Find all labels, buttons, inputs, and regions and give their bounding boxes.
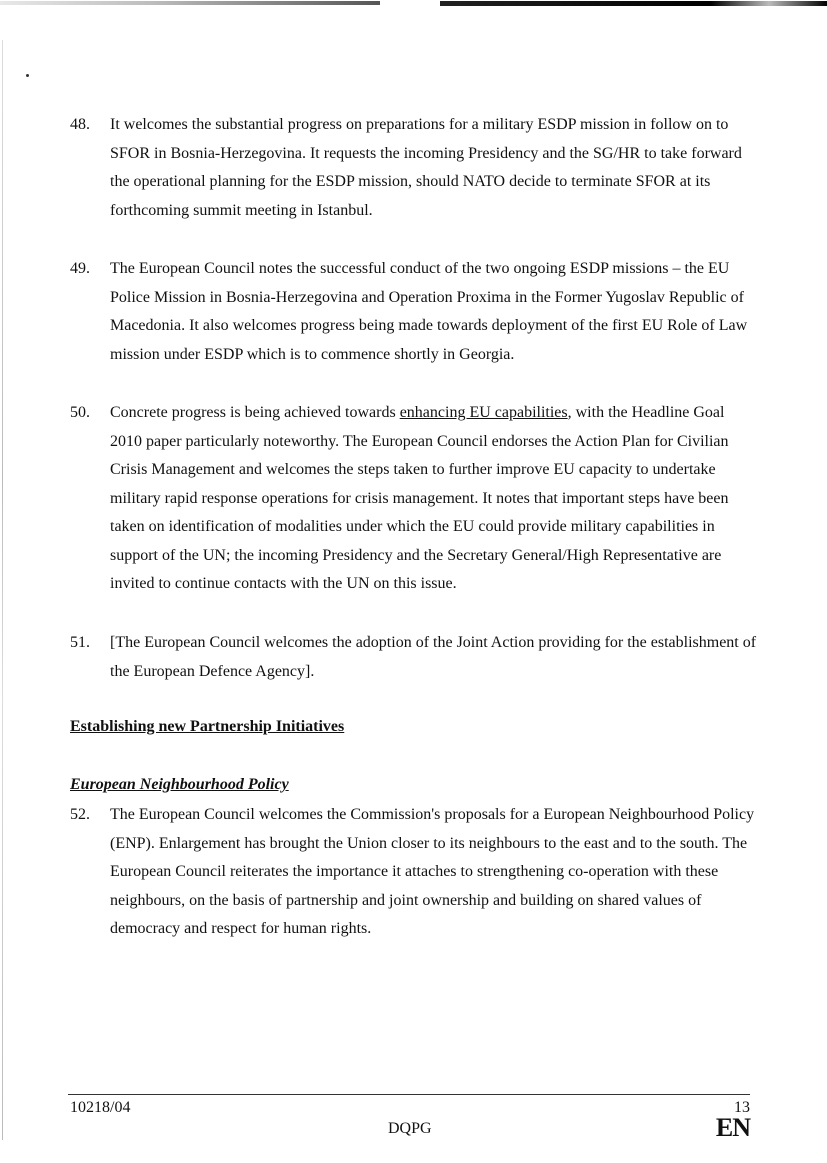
paragraph-48 (70, 111, 760, 225)
paragraph-number: 51. (70, 634, 90, 651)
page-number: 13 (734, 1099, 750, 1116)
scan-left-margin (2, 40, 3, 1140)
paragraph-number: 52. (70, 806, 90, 823)
paragraph-number: 48. (70, 116, 90, 133)
subsection-heading: European Neighbourhood Policy (70, 776, 289, 793)
paragraph-text (110, 399, 760, 599)
paragraph-text: [The European Council welcomes the adoption of the Joint Action providing for the establishment of the European Defence Agency]. (110, 634, 757, 680)
paragraph-text: The European Council welcomes the Commission's proposals for a European Neighbourhood Policy (ENP). Enlargement has brought the Union closer to its neighbours to the east and to the south. The European Council reiterates the importance it attaches to strengthening co-operation with these neighbours, on the basis of partnership and joint ownership and building on shared values of democracy and respect for human rights. (110, 806, 755, 937)
paragraph-text-start: Concrete progress is being achieved towards (110, 404, 400, 421)
paragraph-text: It welcomes the substantial progress on preparations for a military ESDP mission in follow on to SFOR in Bosnia-Herzegovina. It requests the incoming Presidency and the SG/HR to take forward the operational planning for the ESDP mission, should NATO decide to terminate SFOR at its forthcoming summit meeting in Istanbul. (110, 116, 742, 219)
language-code: EN (715, 1113, 750, 1142)
paragraph-text: The European Council notes the successful conduct of the two ongoing ESDP missions – the EU Police Mission in Bosnia-Herzegovina and Operation Proxima in the Former Yugoslav Republic of Macedonia. It also welcomes progress being made towards deployment of the first EU Role of Law mission under ESDP which is to commence shortly in Georgia. (110, 260, 748, 363)
scan-top-edge-right (440, 1, 827, 6)
paragraph-49 (70, 255, 760, 369)
footer-divider (68, 1094, 750, 1095)
paragraph-number: 50. (70, 404, 90, 421)
enhancing-eu-capabilities-term: enhancing EU capabilities (399, 404, 568, 421)
paragraph-number: 49. (70, 260, 90, 277)
paragraph-50 (70, 399, 760, 599)
scan-speck (26, 74, 29, 77)
document-number: 10218/04 (70, 1099, 131, 1116)
unit-code: DQPG (388, 1120, 432, 1137)
paragraph-52 (70, 801, 760, 944)
scan-top-edge-left (0, 1, 380, 5)
paragraph-51 (70, 629, 760, 686)
paragraph-text-end: , with the Headline Goal 2010 paper particularly noteworthy. The European Council endorses the Action Plan for Civilian Crisis Management and welcomes the steps taken to further improve EU capacity to undertake military rapid response operations for crisis management. It notes that important steps have been taken on identification of modalities under which the EU could provide military capabilities in support of the UN; the incoming Presidency and the Secretary General/High Representative are invited to continue contacts with the UN on this issue. (110, 404, 729, 592)
section-heading: Establishing new Partnership Initiatives (70, 718, 345, 735)
